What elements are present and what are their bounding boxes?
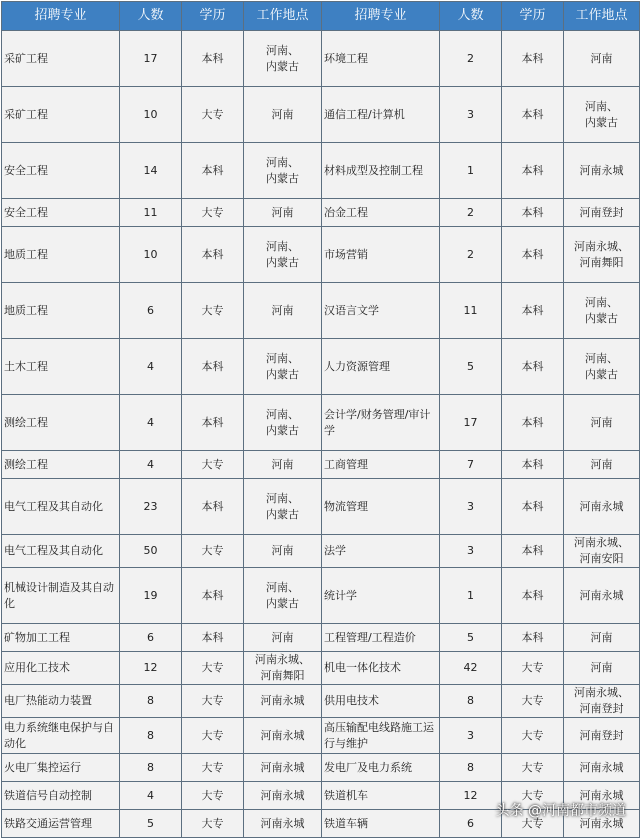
count-cell: 12 [120,652,182,685]
location-cell: 河南 [564,395,640,451]
major-cell: 电气工程及其自动化 [2,535,120,568]
major-cell: 地质工程 [2,283,120,339]
table-row [2,143,640,199]
count-cell: 10 [120,227,182,283]
location-cell: 河南登封 [564,199,640,227]
header-degree-1: 学历 [182,2,244,31]
degree-cell: 本科 [182,339,244,395]
degree-cell: 大专 [182,685,244,718]
degree-cell: 大专 [502,810,564,838]
header-degree-2: 学历 [502,2,564,31]
degree-cell: 大专 [182,718,244,754]
major-cell: 机械设计制造及其自动化 [2,568,120,624]
count-cell: 19 [120,568,182,624]
degree-cell: 本科 [502,87,564,143]
major-cell: 土木工程 [2,339,120,395]
count-cell: 6 [120,283,182,339]
degree-cell: 大专 [182,283,244,339]
degree-cell: 本科 [502,568,564,624]
location-cell: 河南永城 [244,782,322,810]
count-cell: 17 [120,31,182,87]
location-cell: 河南 [244,624,322,652]
location-cell: 河南、 内蒙古 [244,227,322,283]
degree-cell: 本科 [502,451,564,479]
location-cell: 河南 [564,624,640,652]
table-row [2,685,640,718]
count-cell: 8 [440,754,502,782]
degree-cell: 本科 [182,227,244,283]
degree-cell: 本科 [502,283,564,339]
location-cell: 河南永城 [564,782,640,810]
major-cell: 工商管理 [322,451,440,479]
header-major-1: 招聘专业 [2,2,120,31]
header-major-2: 招聘专业 [322,2,440,31]
table-row [2,451,640,479]
count-cell: 8 [120,685,182,718]
major-cell: 法学 [322,535,440,568]
major-cell: 采矿工程 [2,87,120,143]
table-row [2,31,640,87]
degree-cell: 本科 [182,479,244,535]
header-count-1: 人数 [120,2,182,31]
count-cell: 5 [120,810,182,838]
count-cell: 11 [120,199,182,227]
major-cell: 铁道机车 [322,782,440,810]
major-cell: 统计学 [322,568,440,624]
major-cell: 材料成型及控制工程 [322,143,440,199]
major-cell: 安全工程 [2,199,120,227]
count-cell: 12 [440,782,502,810]
degree-cell: 大专 [182,782,244,810]
location-cell: 河南永城 [244,754,322,782]
count-cell: 17 [440,395,502,451]
location-cell: 河南 [244,283,322,339]
count-cell: 50 [120,535,182,568]
major-cell: 物流管理 [322,479,440,535]
table-row [2,718,640,754]
major-cell: 电厂热能动力装置 [2,685,120,718]
major-cell: 工程管理/工程造价 [322,624,440,652]
count-cell: 4 [120,451,182,479]
major-cell: 环境工程 [322,31,440,87]
header-location-2: 工作地点 [564,2,640,31]
location-cell: 河南登封 [564,718,640,754]
degree-cell: 本科 [502,479,564,535]
degree-cell: 大专 [182,810,244,838]
location-cell: 河南 [244,451,322,479]
count-cell: 5 [440,624,502,652]
location-cell: 河南、 内蒙古 [564,87,640,143]
count-cell: 2 [440,199,502,227]
count-cell: 6 [440,810,502,838]
degree-cell: 大专 [502,782,564,810]
location-cell: 河南永城、 河南登封 [564,685,640,718]
major-cell: 铁道车辆 [322,810,440,838]
major-cell: 测绘工程 [2,451,120,479]
major-cell: 矿物加工工程 [2,624,120,652]
degree-cell: 本科 [182,143,244,199]
table-body [2,31,640,838]
major-cell: 火电厂集控运行 [2,754,120,782]
table-row [2,227,640,283]
location-cell: 河南永城 [564,568,640,624]
recruitment-table [1,1,640,838]
degree-cell: 大专 [182,451,244,479]
location-cell: 河南永城 [244,810,322,838]
major-cell: 电力系统继电保护与自动化 [2,718,120,754]
degree-cell: 大专 [502,652,564,685]
location-cell: 河南、 内蒙古 [244,479,322,535]
count-cell: 14 [120,143,182,199]
major-cell: 应用化工技术 [2,652,120,685]
count-cell: 4 [120,782,182,810]
table-row [2,652,640,685]
degree-cell: 大专 [182,87,244,143]
major-cell: 发电厂及电力系统 [322,754,440,782]
degree-cell: 本科 [182,31,244,87]
location-cell: 河南永城、 河南舞阳 [244,652,322,685]
location-cell: 河南永城 [564,479,640,535]
count-cell: 3 [440,479,502,535]
location-cell: 河南、 内蒙古 [564,339,640,395]
header-location-1: 工作地点 [244,2,322,31]
table-row [2,339,640,395]
count-cell: 7 [440,451,502,479]
count-cell: 1 [440,568,502,624]
count-cell: 23 [120,479,182,535]
degree-cell: 大专 [182,754,244,782]
degree-cell: 大专 [502,685,564,718]
count-cell: 4 [120,339,182,395]
major-cell: 铁道信号自动控制 [2,782,120,810]
location-cell: 河南、 内蒙古 [244,395,322,451]
location-cell: 河南、 内蒙古 [244,339,322,395]
count-cell: 2 [440,31,502,87]
location-cell: 河南、 内蒙古 [564,283,640,339]
degree-cell: 本科 [502,339,564,395]
degree-cell: 大专 [182,652,244,685]
degree-cell: 本科 [502,31,564,87]
location-cell: 河南、 内蒙古 [244,31,322,87]
table-row [2,754,640,782]
count-cell: 10 [120,87,182,143]
count-cell: 3 [440,87,502,143]
table-row [2,535,640,568]
major-cell: 高压输配电线路施工运行与维护 [322,718,440,754]
count-cell: 1 [440,143,502,199]
table-row [2,395,640,451]
degree-cell: 本科 [502,227,564,283]
location-cell: 河南永城、 河南舞阳 [564,227,640,283]
location-cell: 河南 [564,652,640,685]
table-row [2,87,640,143]
major-cell: 采矿工程 [2,31,120,87]
degree-cell: 本科 [502,535,564,568]
count-cell: 3 [440,718,502,754]
location-cell: 河南永城 [564,143,640,199]
major-cell: 市场营销 [322,227,440,283]
major-cell: 铁路交通运营管理 [2,810,120,838]
count-cell: 2 [440,227,502,283]
count-cell: 8 [440,685,502,718]
header-count-2: 人数 [440,2,502,31]
major-cell: 通信工程/计算机 [322,87,440,143]
location-cell: 河南、 内蒙古 [244,568,322,624]
count-cell: 5 [440,339,502,395]
major-cell: 安全工程 [2,143,120,199]
major-cell: 人力资源管理 [322,339,440,395]
location-cell: 河南 [244,535,322,568]
major-cell: 机电一体化技术 [322,652,440,685]
count-cell: 8 [120,718,182,754]
location-cell: 河南永城 [564,754,640,782]
count-cell: 8 [120,754,182,782]
degree-cell: 本科 [502,199,564,227]
major-cell: 会计学/财务管理/审计学 [322,395,440,451]
major-cell: 地质工程 [2,227,120,283]
degree-cell: 大专 [502,718,564,754]
location-cell: 河南永城、 河南安阳 [564,535,640,568]
degree-cell: 本科 [502,395,564,451]
location-cell: 河南永城 [564,810,640,838]
count-cell: 6 [120,624,182,652]
table-row [2,283,640,339]
degree-cell: 本科 [502,624,564,652]
table-row [2,568,640,624]
location-cell: 河南、 内蒙古 [244,143,322,199]
count-cell: 4 [120,395,182,451]
location-cell: 河南永城 [244,685,322,718]
degree-cell: 本科 [502,143,564,199]
watermark: 头条 @河南都市频道 [495,803,626,819]
major-cell: 电气工程及其自动化 [2,479,120,535]
major-cell: 冶金工程 [322,199,440,227]
degree-cell: 本科 [182,624,244,652]
degree-cell: 本科 [182,395,244,451]
count-cell: 3 [440,535,502,568]
table-row [2,479,640,535]
degree-cell: 大专 [502,754,564,782]
table-row [2,199,640,227]
location-cell: 河南 [564,31,640,87]
degree-cell: 大专 [182,199,244,227]
location-cell: 河南 [244,199,322,227]
location-cell: 河南 [564,451,640,479]
major-cell: 供用电技术 [322,685,440,718]
count-cell: 42 [440,652,502,685]
count-cell: 11 [440,283,502,339]
location-cell: 河南永城 [244,718,322,754]
degree-cell: 本科 [182,568,244,624]
location-cell: 河南 [244,87,322,143]
major-cell: 汉语言文学 [322,283,440,339]
major-cell: 测绘工程 [2,395,120,451]
degree-cell: 大专 [182,535,244,568]
header-row [2,2,640,31]
table-row [2,624,640,652]
